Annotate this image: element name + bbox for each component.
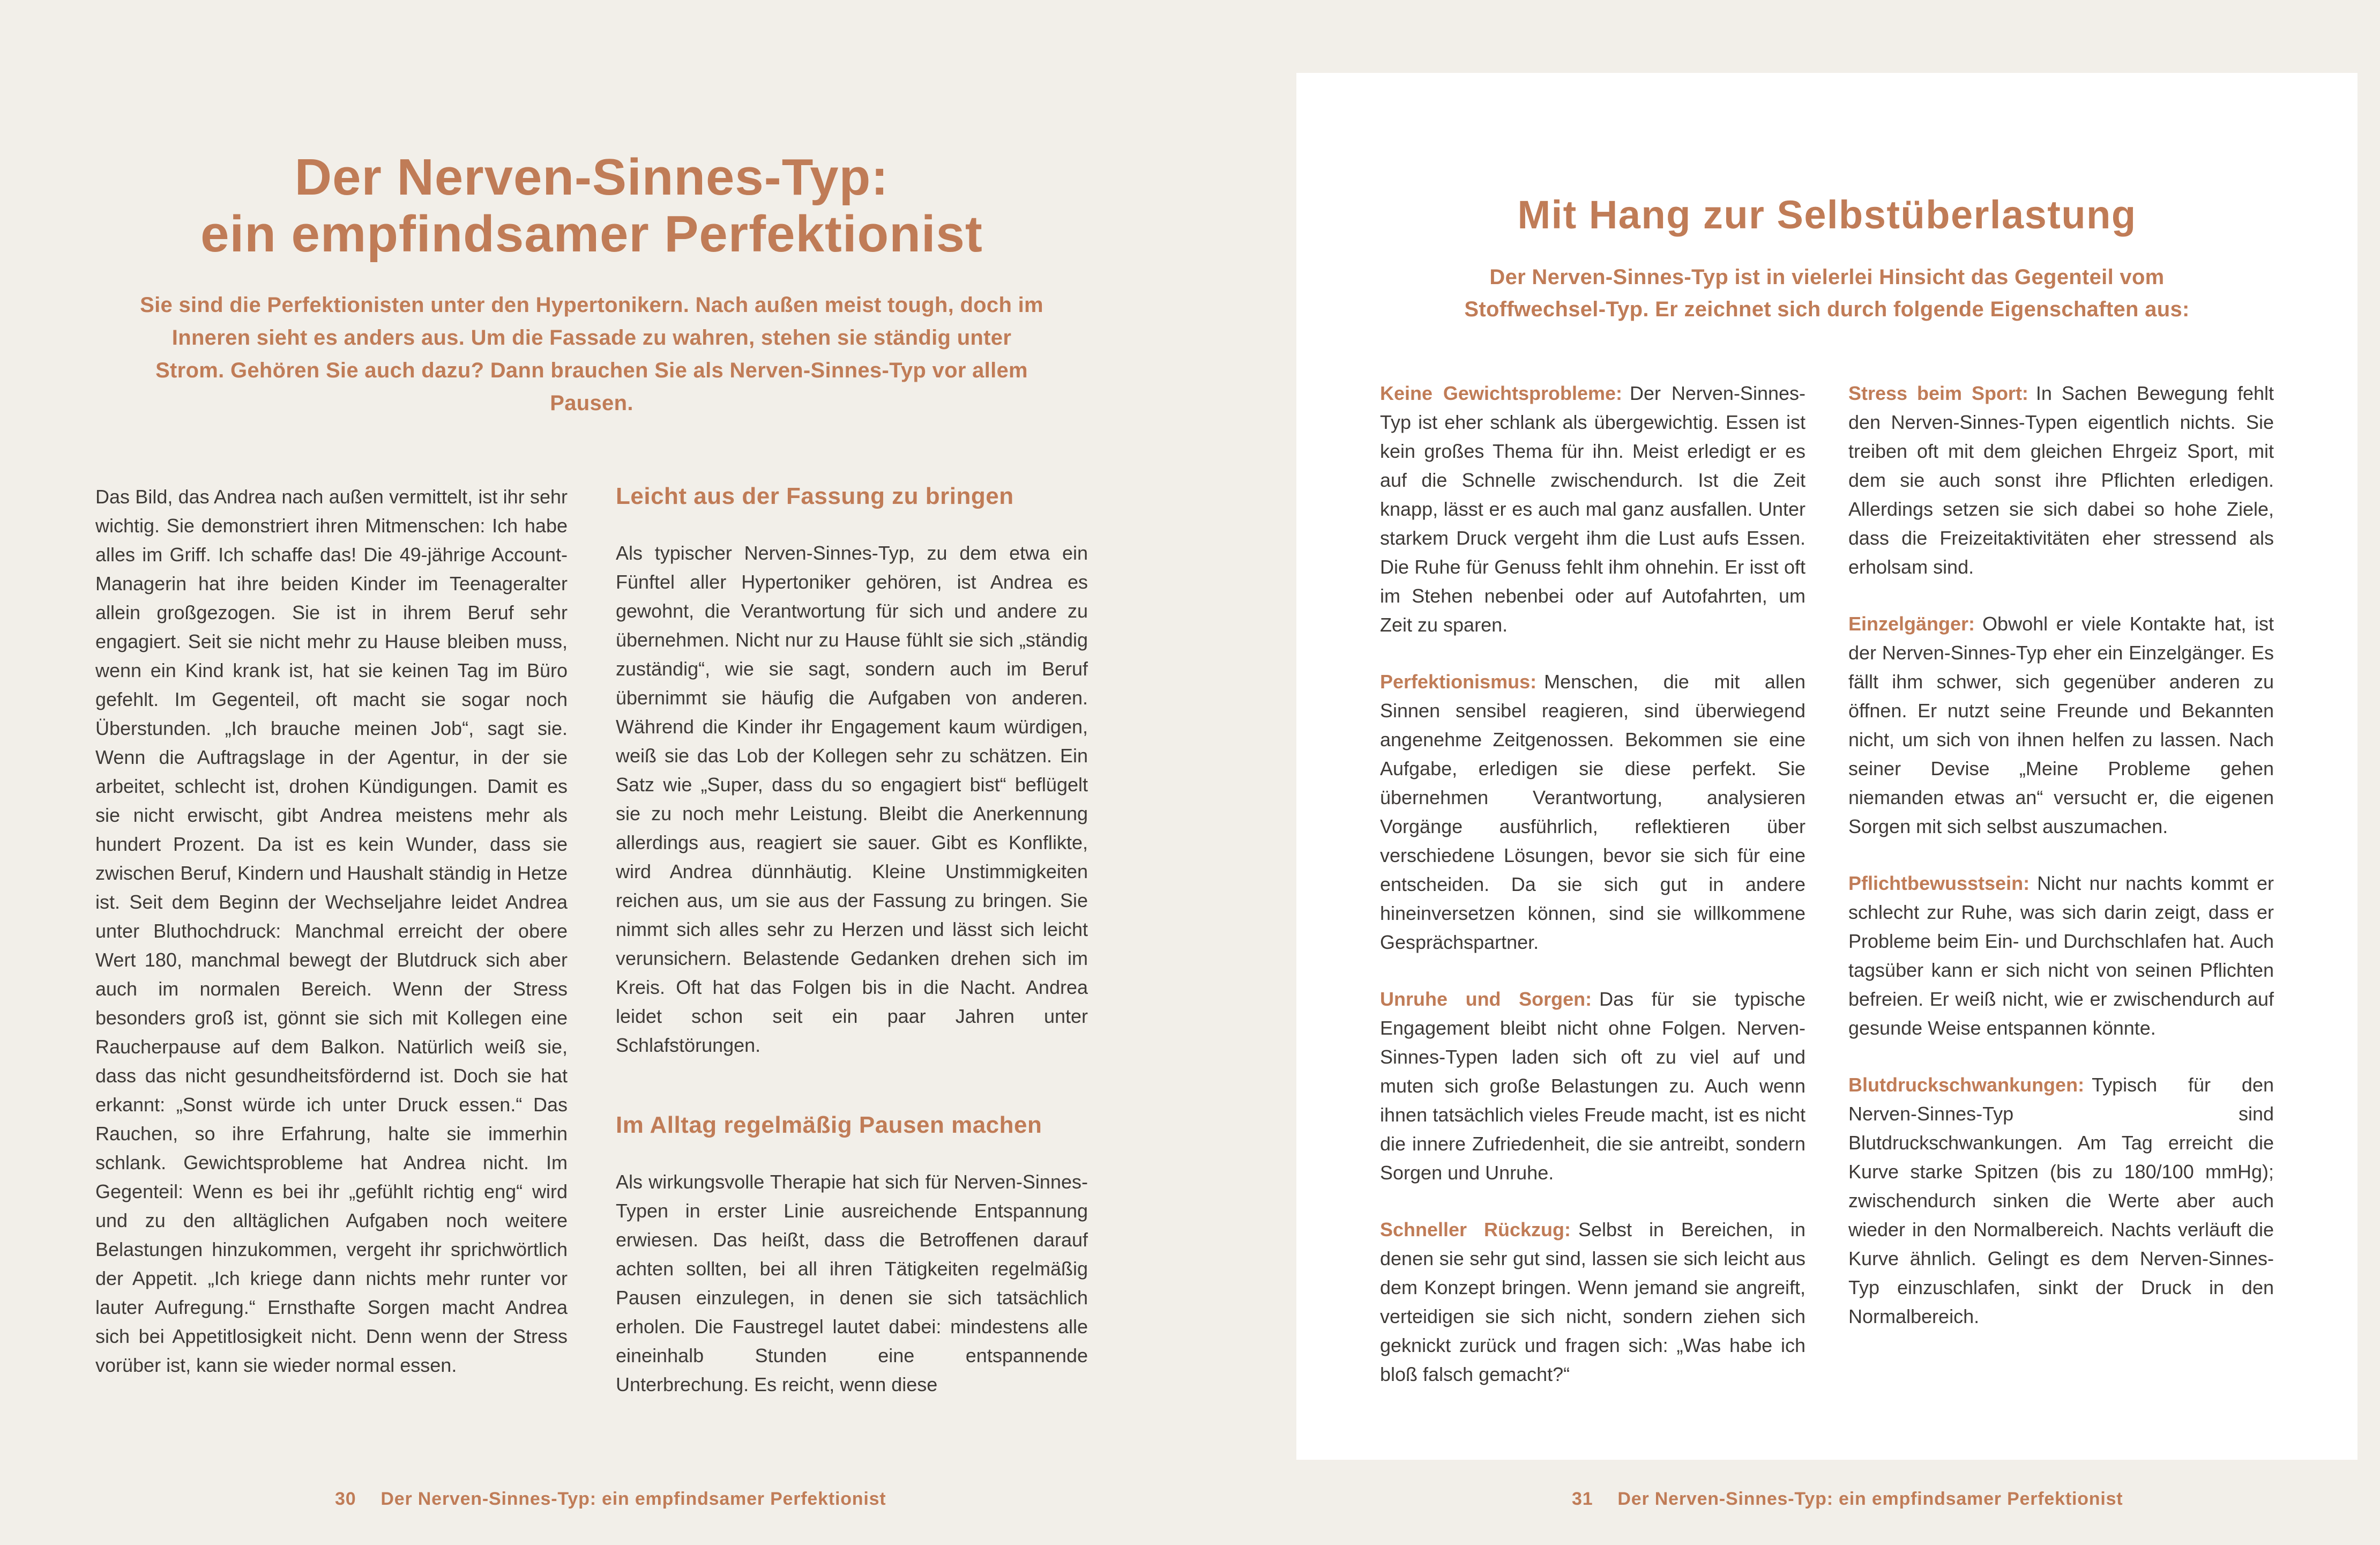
- paragraph-fassung: Als typischer Nerven-Sinnes-Typ, zu dem etwa ein Fünftel aller Hypertoniker gehören, ist Andrea es gewohnt, die Verantwortung für sich und andere zu übernehmen. Nicht nur zu Hause fühlt sie sich „ständig zuständig“, wie sie sagt, sondern auch im Beruf übernimmt sie häufig die Aufgaben von anderen. Während die Kinder ihr Engagement kaum würdigen, weiß sie das Lob der Kollegen sehr zu schätzen. Ein Satz wie „Super, dass du so engagiert bist“ beflügelt sie zu noch mehr Leistung. Bleibt die Anerkennung allerdings aus, reagiert sie sauer. Gibt es Konflikte, wird Andrea dünnhäutig. Kleine Unstimmigkeiten reichen aus, um sie aus der Fassung zu bringen. Sie nimmt sich alles sehr zu Herzen und lässt sich leicht verunsichern. Belastende Gedanken drehen sich im Kreis. Oft hat das Folgen bis in die Nacht. Andrea leidet schon seit ein paar Jahren unter Schlafstörungen.: [616, 542, 1088, 1057]
- left-footer-title: Der Nerven-Sinnes-Typ: ein empfindsamer Perfektionist: [380, 1489, 886, 1509]
- paragraph-pausen: Als wirkungsvolle Therapie hat sich für Nerven-Sinnes-Typen in erster Linie ausreichende Entspannung erwiesen. Das heißt, dass die Betroffenen darauf achten sollten, bei all ihren Tätigkeiten regelmäßig Pausen einzulegen, in denen sie sich tatsächlich erholen. Die Faustregel lautet dabei: mindestens alle eineinhalb Stunden eine entspannende Unterbrechung. Es reicht, wenn diese: [616, 1170, 1088, 1395]
- article-intro: Sie sind die Perfektionisten unter den Hypertonikern. Nach außen meist tough, doch im Inneren sieht es anders aus. Um die Fassade zu wahren, stehen sie ständig unter Strom. Gehören Sie auch dazu? Dann brauchen Sie als Nerven-Sinnes-Typ vor allem Pausen.: [140, 293, 1043, 415]
- trait-text: Typisch für den Nerven-Sinnes-Typ sind Blutdruckschwankungen. Am Tag erreicht die Kurve starke Spitzen (bis zu 180/100 mmHg); zwischendurch sinken die Werte aber auch wieder in den Normalbereich. Nachts verläuft die Kurve ähnlich. Gelingt es dem Nerven-Sinnes-Typ einzuschlafen, sinkt der Druck in den Normalbereich.: [1848, 1074, 2274, 1328]
- body-column-2: [616, 482, 1088, 1399]
- right-footer-title: Der Nerven-Sinnes-Typ: ein empfindsamer Perfektionist: [1617, 1489, 2123, 1509]
- trait-unruhe-und-sorgen: [1380, 985, 1805, 1187]
- left-page-number: 30: [335, 1489, 356, 1509]
- trait-stress-beim-sport: [1848, 379, 2274, 582]
- trait-lead: Schneller Rückzug:: [1380, 1219, 1571, 1241]
- trait-text: In Sachen Bewegung fehlt den Nerven-Sinnes-Typen eigentlich nichts. Sie treiben oft mit dem gleichen Ehrgeiz Sport, mit dem sie auch sonst ihre Pflichten erledigen. Allerdings setzen sie sich dabei so hohe Ziele, dass die Freizeitaktivitäten eher stressend als erholsam sind.: [1848, 382, 2274, 578]
- traits-column-1: [1380, 379, 1805, 1417]
- right-page-number: 31: [1572, 1489, 1593, 1509]
- trait-pflichtbewusstsein: [1848, 869, 2274, 1043]
- trait-text: Nicht nur nachts kommt er schlecht zur Ruhe, was sich darin zeigt, dass er Probleme beim Ein- und Durchschlafen hat. Auch tagsüber kann er sich nicht von seinen Pflichten befreien. Er weiß nicht, wie er zwischendurch auf gesunde Weise entspannen könnte.: [1848, 872, 2274, 1039]
- trait-lead: Keine Gewichtsprobleme:: [1380, 382, 1622, 405]
- trait-lead: Einzelgänger:: [1848, 613, 1975, 635]
- subheading-pausen: Im Alltag regelmäßig Pausen machen: [616, 1112, 1042, 1139]
- trait-einzelgaenger: [1848, 610, 2274, 841]
- trait-lead: Stress beim Sport:: [1848, 382, 2028, 405]
- subheading-fassung: Leicht aus der Fassung zu bringen: [616, 483, 1014, 510]
- trait-perfektionismus: [1380, 667, 1805, 957]
- trait-text: Das für sie typische Engagement bleibt nicht ohne Folgen. Nerven-Sinnes-Typen laden sich oft zu viel auf und muten sich große Belastungen zu. Auch wenn ihnen tatsächlich vieles Freude macht, ist es nicht die innere Zufriedenheit, die sie antreibt, sondern Sorgen und Unruhe.: [1380, 988, 1805, 1184]
- traits-columns: [1380, 379, 2274, 1417]
- body-column-1: [95, 482, 568, 1399]
- card-title: Mit Hang zur Selbstüberlastung: [1517, 192, 2137, 237]
- content-card: [1296, 73, 2357, 1460]
- trait-text: Der Nerven-Sinnes-Typ ist eher schlank als übergewichtig. Essen ist kein großes Thema für ihn. Meist erledigt er es auf die Schnelle zwischendurch. Ist die Zeit knapp, lässt er es auch mal ganz ausfallen. Unter starkem Druck vergeht ihm die Lust aufs Essen. Die Ruhe für Genuss fehlt ihm ohnehin. Er isst oft im Stehen nebenbei oder auf Autofahrten, um Zeit zu sparen.: [1380, 382, 1805, 636]
- right-page-footer: [1572, 1489, 2123, 1510]
- trait-text: Menschen, die mit allen Sinnen sensibel reagieren, sind überwiegend angenehme Zeitgenossen. Bekommen sie eine Aufgabe, erledigen sie diese perfekt. Sie übernehmen Verantwortung, analysieren Vorgänge ausführlich, reflektieren über verschiedene Lösungen, bevor sie sich für eine entscheiden. Da sie sich gut in andere hineinversetzen können, sind sie willkommene Gesprächspartner.: [1380, 671, 1805, 954]
- trait-lead: Blutdruckschwankungen:: [1848, 1074, 2085, 1096]
- card-subtitle: Der Nerven-Sinnes-Typ ist in vielerlei Hinsicht das Gegenteil vom Stoffwechsel-Typ. Er zeichnet sich durch folgende Eigenschaften aus:: [1464, 265, 2190, 322]
- trait-lead: Perfektionismus:: [1380, 671, 1537, 693]
- trait-lead: Pflichtbewusstsein:: [1848, 872, 2030, 895]
- trait-lead: Unruhe und Sorgen:: [1380, 988, 1592, 1011]
- trait-blutdruckschwankungen: [1848, 1071, 2274, 1331]
- right-page: [1190, 0, 2380, 1545]
- trait-text: Selbst in Bereichen, in denen sie sehr gut sind, lassen sie sich leicht aus dem Konzept bringen. Wenn jemand sie angreift, verteidigen sie sich nicht, sondern ziehen sich geknickt zurück und fragen sich: „Was habe ich bloß falsch gemacht?“: [1380, 1219, 1805, 1386]
- trait-text: Obwohl er viele Kontakte hat, ist der Nerven-Sinnes-Typ eher ein Einzelgänger. Es fällt ihm schwer, sich gegenüber anderen zu öffnen. Er nutzt seine Freunde und Bekannten nicht, um sich von ihnen helfen zu lassen. Nach seiner Devise „Meine Probleme gehen niemanden etwas an“ versucht er, die eigenen Sorgen mit sich selbst auszumachen.: [1848, 613, 2274, 838]
- andrea-story-paragraph: Das Bild, das Andrea nach außen vermittelt, ist ihr sehr wichtig. Sie demonstriert ihren Mitmenschen: Ich habe alles im Griff. Ich schaffe das! Die 49-jährige Account-Managerin hat ihre beiden Kinder im Teenageralter allein großgezogen. Sie ist in ihrem Beruf sehr engagiert. Seit sie nicht mehr zu Hause bleiben muss, wenn ein Kind krank ist, hat sie keinen Tag im Büro gefehlt. Im Gegenteil, oft macht sie sogar noch Überstunden. „Ich brauche meinen Job“, sagt sie. Wenn die Auftragslage in der Agentur, in der sie arbeitet, schlecht ist, drohen Kündigungen. Damit es sie nicht erwischt, gibt Andrea meistens mehr als hundert Prozent. Da ist es kein Wunder, dass sie zwischen Beruf, Kindern und Haushalt ständig in Hetze ist. Seit dem Beginn der Wechseljahre leidet Andrea unter Bluthochdruck: Manchmal erreicht der obere Wert 180, manchmal bewegt der Blutdruck sich aber auch im normalen Bereich. Wenn der Stress besonders groß ist, gönnt sie sich mit Kollegen eine Raucherpause auf dem Balkon. Natürlich weiß sie, dass das nicht gesundheitsfördernd ist. Doch sie hat erkannt: „Sonst würde ich unter Druck essen.“ Das Rauchen, so ihre Erfahrung, halte sie immerhin schlank. Gewichtsprobleme hat Andrea nicht. Im Gegenteil: Wenn es bei ihr „gefühlt richtig eng“ wird und zu den alltäglichen Aufgaben noch weitere Belastungen hinzukommen, vergeht ihr sprichwörtlich der Appetit. „Ich kriege dann nichts mehr runter vor lauter Aufregung.“ Ernsthafte Sorgen macht Andrea sich bei Appetitlosigkeit nicht. Denn wenn der Stress vorüber ist, kann sie wieder normal essen.: [95, 486, 568, 1377]
- traits-column-2: [1848, 379, 2274, 1417]
- article-title: [95, 149, 1088, 262]
- article-title-line-2: ein empfindsamer Perfektionist: [200, 205, 983, 263]
- body-columns: [95, 482, 1088, 1399]
- trait-schneller-rueckzug: [1380, 1215, 1805, 1389]
- left-page-footer: [335, 1489, 886, 1510]
- article-title-line-1: Der Nerven-Sinnes-Typ:: [294, 148, 889, 206]
- trait-keine-gewichtsprobleme: [1380, 379, 1805, 640]
